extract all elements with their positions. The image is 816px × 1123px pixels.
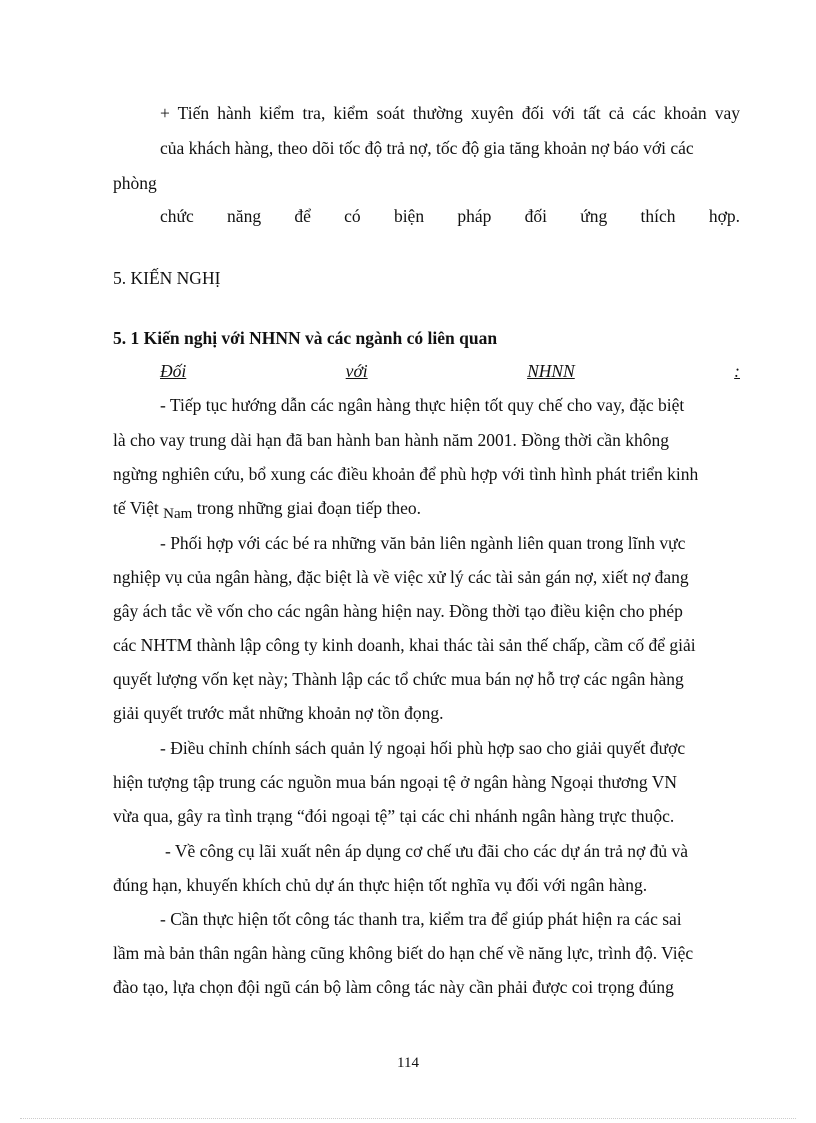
paragraph-2-line-4-part-b: Nam: [163, 506, 193, 522]
paragraph-6-line-2: lầm mà bản thân ngân hàng cũng không biết do hạn chế về năng lực, trình độ. Việc: [113, 943, 694, 963]
paragraph-3-line-3: gây ách tắc về vốn cho các ngân hàng hiện nay. Đồng thời tạo điều kiện cho phép: [113, 601, 683, 621]
paragraph-1-line-4: [160, 208, 740, 226]
subheading-word: :: [734, 361, 740, 381]
paragraph-2-line-3: ngừng nghiên cứu, bổ xung các điều khoản để phù hợp với tình hình phát triển kinh: [113, 464, 699, 484]
paragraph-3-line-6: giải quyết trước mắt những khoản nợ tồn đọng.: [113, 703, 444, 723]
justified-word: ứng: [580, 206, 608, 226]
footer-divider: [20, 1118, 796, 1119]
paragraph-1-line-1: + Tiến hành kiểm tra, kiểm soát thường xuyên đối với tất cả các khoản vay: [160, 103, 740, 123]
paragraph-2-line-1: - Tiếp tục hướng dẫn các ngân hàng thực hiện tốt quy chế cho vay, đặc biệt: [160, 395, 685, 415]
justified-word: đối: [524, 206, 548, 226]
paragraph-1-line-2: của khách hàng, theo dõi tốc độ trả nợ, tốc độ gia tăng khoản nợ báo với các: [160, 138, 694, 158]
paragraph-6-line-1: - Cần thực hiện tốt công tác thanh tra, kiểm tra để giúp phát hiện ra các sai: [160, 909, 682, 929]
justified-word: để: [294, 206, 311, 226]
justified-word: năng: [227, 206, 262, 226]
paragraph-4-line-2: hiện tượng tập trung các nguồn mua bán ngoại tệ ở ngân hàng Ngoại thương VN: [113, 772, 677, 792]
paragraph-5-line-2: đúng hạn, khuyến khích chủ dự án thực hiện tốt nghĩa vụ đối với ngân hàng.: [113, 875, 648, 895]
page-number: 114: [397, 1055, 419, 1071]
subheading-word: với: [345, 361, 368, 381]
paragraph-6-line-3: đào tạo, lựa chọn đội ngũ cán bộ làm công tác này cần phải được coi trọng đúng: [113, 977, 674, 997]
subheading-nhnn: [160, 363, 740, 381]
paragraph-3-line-2: nghiệp vụ của ngân hàng, đặc biệt là về việc xử lý các tài sản gán nợ, xiết nợ đang: [113, 567, 689, 587]
paragraph-2-line-4: [113, 498, 422, 522]
justified-word: có: [344, 206, 361, 226]
subheading-word: Đối: [160, 361, 187, 381]
paragraph-3-line-5: quyết lượng vốn kẹt này; Thành lập các tổ chức mua bán nợ hỗ trợ các ngân hàng: [113, 669, 684, 689]
paragraph-2-line-2: là cho vay trung dài hạn đã ban hành ban hành năm 2001. Đồng thời cần không: [113, 430, 669, 450]
paragraph-3-line-4: các NHTM thành lập công ty kinh doanh, khai thác tài sản thế chấp, cầm cố để giải: [113, 635, 696, 655]
paragraph-2-line-4-part-c: trong những giai đoạn tiếp theo.: [196, 498, 422, 518]
paragraph-2-line-4-part-a: tế Việt: [113, 498, 159, 518]
section-5-1-heading: 5. 1 Kiến nghị với NHNN và các ngành có liên quan: [113, 328, 498, 348]
paragraph-4-line-1: - Điều chỉnh chính sách quản lý ngoại hối phù hợp sao cho giải quyết được: [160, 738, 686, 758]
justified-word: pháp: [457, 206, 492, 226]
paragraph-3-line-1: - Phối hợp với các bé ra những văn bản liên ngành liên quan trong lĩnh vực: [160, 533, 686, 553]
subheading-word: NHNN: [527, 361, 575, 381]
paragraph-5-line-1: - Về công cụ lãi xuất nên áp dụng cơ chế ưu đãi cho các dự án trả nợ đủ và: [165, 841, 689, 861]
section-5-heading: 5. KIẾN NGHỊ: [113, 268, 221, 288]
paragraph-4-line-3: vừa qua, gây ra tình trạng “đói ngoại tệ” tại các chi nhánh ngân hàng trực thuộc.: [113, 806, 675, 826]
justified-word: chức: [160, 206, 194, 226]
paragraph-1-line-3: phòng: [113, 173, 157, 193]
justified-word: biện: [393, 206, 425, 226]
justified-word: hợp.: [708, 206, 740, 226]
justified-word: thích: [640, 206, 676, 226]
